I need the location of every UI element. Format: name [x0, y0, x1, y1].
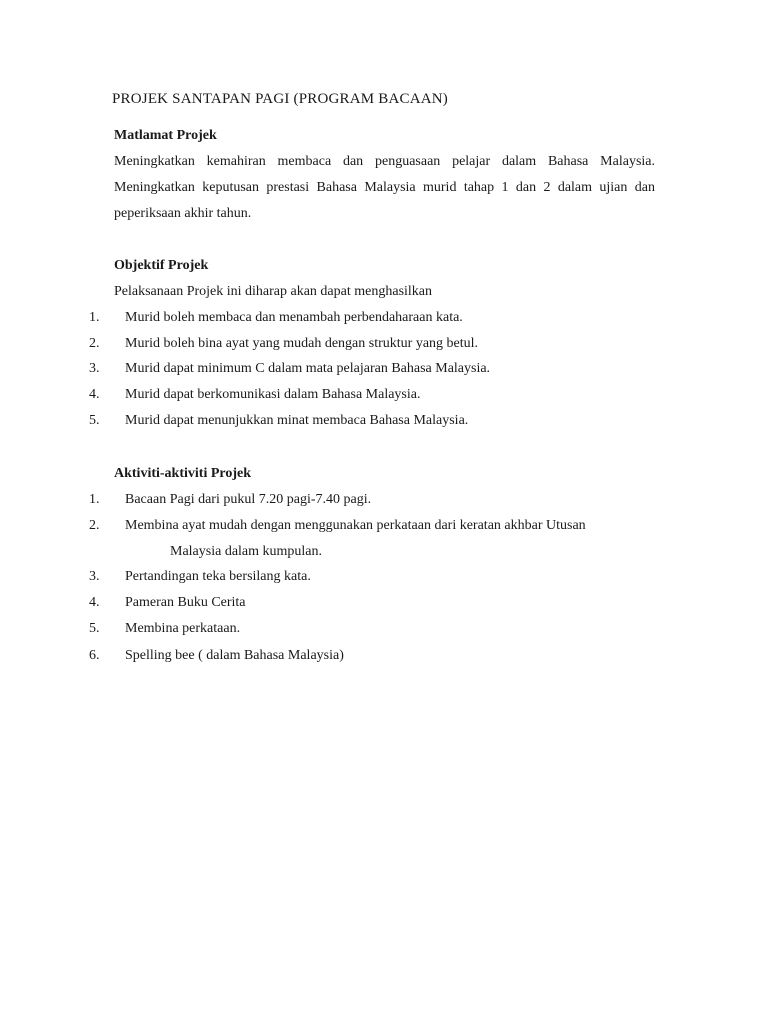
list-number: 6.: [89, 648, 100, 663]
matlamat-line: Meningkatkan keputusan prestasi Bahasa Malaysia murid tahap 1 dan 2 dalam ujian dan: [114, 180, 655, 195]
list-text: Murid boleh bina ayat yang mudah dengan struktur yang betul.: [125, 336, 479, 351]
list-text: Murid dapat menunjukkan minat membaca Bahasa Malaysia.: [125, 413, 469, 428]
list-number: 5.: [89, 621, 100, 636]
list-number: 4.: [89, 595, 100, 610]
list-text: Spelling bee ( dalam Bahasa Malaysia): [125, 648, 344, 663]
list-text: Bacaan Pagi dari pukul 7.20 pagi-7.40 pagi.: [125, 492, 372, 507]
list-text: Membina perkataan.: [125, 621, 241, 636]
list-text: Pertandingan teka bersilang kata.: [125, 569, 311, 584]
matlamat-paragraph: [114, 149, 655, 227]
list-number: 1.: [89, 492, 100, 507]
matlamat-line: Meningkatkan kemahiran membaca dan penguasaan pelajar dalam Bahasa Malaysia.: [114, 154, 655, 169]
aktiviti-heading: Aktiviti-aktiviti Projek: [114, 466, 252, 481]
objektif-intro: Pelaksanaan Projek ini diharap akan dapat menghasilkan: [114, 284, 433, 299]
list-text: Murid dapat berkomunikasi dalam Bahasa Malaysia.: [125, 387, 421, 402]
list-number: 1.: [89, 310, 100, 325]
list-number: 5.: [89, 413, 100, 428]
matlamat-heading: Matlamat Projek: [114, 128, 217, 143]
list-number: 3.: [89, 569, 100, 584]
list-text: Pameran Buku Cerita: [125, 595, 246, 610]
list-text: Membina ayat mudah dengan menggunakan perkataan dari keratan akhbar Utusan: [125, 518, 586, 533]
list-number: 4.: [89, 387, 100, 402]
document-title: PROJEK SANTAPAN PAGI (PROGRAM BACAAN): [112, 91, 448, 107]
list-number: 2.: [89, 518, 100, 533]
list-continuation: Malaysia dalam kumpulan.: [170, 544, 323, 559]
list-text: Murid boleh membaca dan menambah perbendaharaan kata.: [125, 310, 463, 325]
objektif-heading: Objektif Projek: [114, 258, 209, 273]
list-text: Murid dapat minimum C dalam mata pelajaran Bahasa Malaysia.: [125, 361, 491, 376]
list-number: 3.: [89, 361, 100, 376]
matlamat-line: peperiksaan akhir tahun.: [114, 206, 252, 221]
list-number: 2.: [89, 336, 100, 351]
